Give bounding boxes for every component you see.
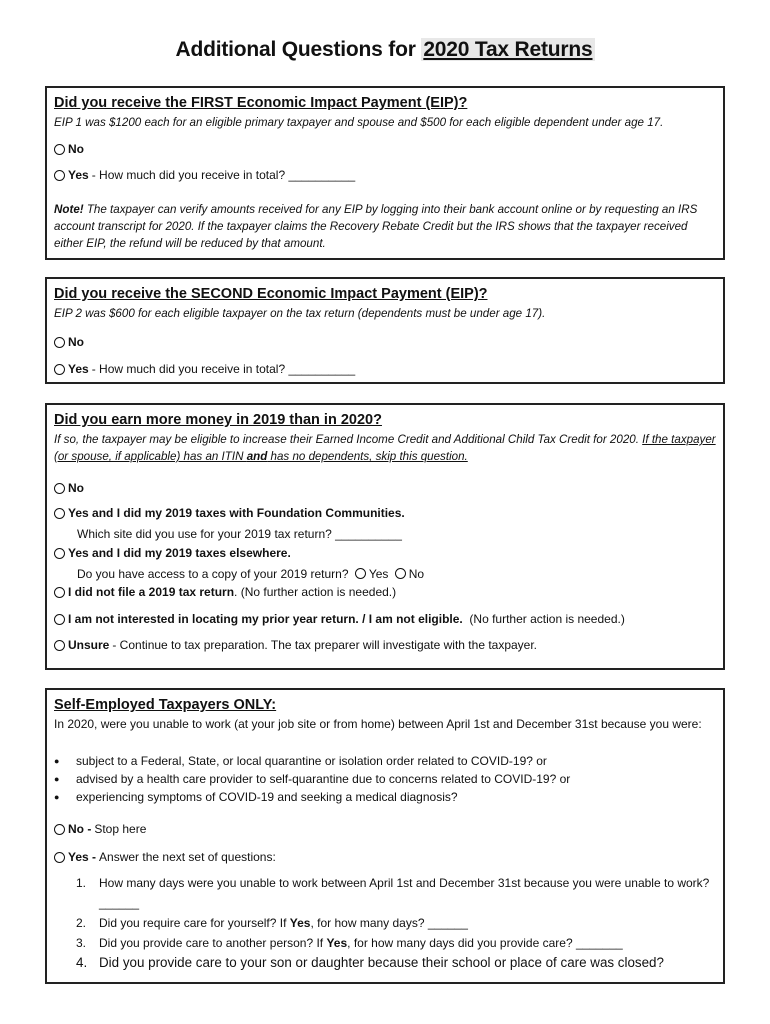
section-heading: Did you earn more money in 2019 than in 2020?: [54, 412, 382, 428]
section-intro: In 2020, were you unable to work (at your job site or from home) between April 1st and December 31st because you were:: [54, 717, 702, 731]
option-text: . (No further action is needed.): [234, 585, 397, 599]
option-no[interactable]: [54, 141, 84, 157]
option-yes[interactable]: [54, 361, 355, 377]
section-self-employed: [45, 688, 725, 984]
copy-access-line: [77, 566, 424, 582]
option-not-interested[interactable]: [54, 611, 625, 627]
list-item: [54, 953, 713, 973]
radio-icon[interactable]: [54, 824, 65, 835]
item-text: Did you provide care to your son or daughter because their school or place of care was closed?: [99, 955, 664, 970]
reason-list: [54, 752, 570, 806]
option-label: Unsure: [68, 638, 110, 652]
radio-icon[interactable]: [54, 587, 65, 598]
radio-icon[interactable]: [54, 170, 65, 181]
option-yes[interactable]: [54, 167, 355, 183]
list-item: [54, 913, 713, 933]
which-site-line: Which site did you use for your 2019 tax return? __________: [77, 527, 402, 541]
description-b1: If the taxpayer (or spouse, if applicable) has an ITIN: [54, 433, 716, 463]
option-label: Yes: [68, 362, 89, 376]
radio-icon[interactable]: [54, 364, 65, 375]
section-heading: Did you receive the FIRST Economic Impact Payment (EIP)?: [54, 95, 468, 111]
item-text-end: , for how many days did you provide care? _______: [347, 936, 623, 950]
radio-icon[interactable]: [54, 337, 65, 348]
copy-access-text: Do you have access to a copy of your 2019 return?: [77, 567, 349, 581]
list-item: ● subject to a Federal, State, or local quarantine or isolation order related to COVID-19? or: [54, 752, 570, 770]
option-yes-elsewhere[interactable]: [54, 545, 291, 561]
option-did-not-file[interactable]: [54, 584, 396, 600]
section-description: [54, 431, 716, 465]
option-text: (No further action is needed.): [462, 612, 625, 626]
followup-questions: [54, 873, 713, 973]
title-prefix: Additional Questions for: [175, 38, 422, 61]
list-item: [54, 933, 713, 953]
list-item: ● experiencing symptoms of COVID-19 and seeking a medical diagnosis?: [54, 788, 570, 806]
note-text: The taxpayer can verify amounts received for any EIP by logging into their bank account online or by requesting an IRS account transcript for 2020. If the taxpayer claims the Recovery Rebate Credit but the IRS shows that the taxpayer received either EIP, the refund will be reduced by that amount.: [54, 203, 698, 250]
radio-icon[interactable]: [54, 508, 65, 519]
option-label: Yes -: [68, 850, 97, 864]
option-label: No: [68, 142, 84, 156]
description-b-bold: and: [246, 450, 268, 463]
option-unsure[interactable]: [54, 637, 537, 653]
title-highlight: 2020 Tax Returns: [423, 38, 593, 61]
item-bold: Yes: [289, 916, 311, 930]
section-heading: Self-Employed Taxpayers ONLY:: [54, 697, 277, 713]
section-income-comparison: [45, 403, 725, 670]
option-text: - How much did you receive in total? __________: [91, 362, 356, 376]
option-yes-foundation[interactable]: [54, 505, 405, 521]
option-text: - How much did you receive in total? __________: [91, 168, 356, 182]
option-label: Yes and I did my 2019 taxes with Foundation Communities.: [68, 506, 405, 520]
option-no[interactable]: [54, 480, 84, 496]
option-label: No: [68, 481, 84, 495]
page-title: [0, 38, 770, 62]
radio-icon[interactable]: [54, 614, 65, 625]
item-number: 1.: [76, 876, 87, 890]
section-description: EIP 2 was $600 for each eligible taxpayer on the tax return (dependents must be under age 17).: [54, 307, 546, 320]
radio-icon[interactable]: [54, 144, 65, 155]
item-number: 2.: [76, 916, 87, 930]
radio-icon[interactable]: [54, 852, 65, 863]
copy-yes-label: Yes: [368, 567, 389, 581]
option-label: Yes and I did my 2019 taxes elsewhere.: [68, 546, 291, 560]
list-item: [54, 873, 713, 913]
section-heading: Did you receive the SECOND Economic Impact Payment (EIP)?: [54, 286, 488, 302]
item-text: Did you provide care to another person? If: [99, 936, 327, 950]
section-description: EIP 1 was $1200 each for an eligible primary taxpayer and spouse and $500 for each eligible dependent under age 17.: [54, 116, 664, 129]
option-text: Answer the next set of questions:: [99, 850, 276, 864]
list-item: ● advised by a health care provider to self-quarantine due to concerns related to COVID-19? or: [54, 770, 570, 788]
radio-icon[interactable]: [54, 548, 65, 559]
option-label: Yes: [68, 168, 89, 182]
description-a: If so, the taxpayer may be eligible to increase their Earned Income Credit and Additional Child Tax Credit for 2020.: [54, 433, 643, 446]
description-b2: has no dependents, skip this question.: [267, 450, 468, 463]
option-yes[interactable]: [54, 849, 276, 865]
note: [54, 201, 716, 252]
item-bold: Yes: [326, 936, 348, 950]
section-first-eip: [45, 86, 725, 260]
item-number: 3.: [76, 936, 87, 950]
option-text: - Continue to tax preparation. The tax preparer will investigate with the taxpayer.: [112, 638, 538, 652]
option-no[interactable]: [54, 334, 84, 350]
section-second-eip: [45, 277, 725, 384]
copy-no-label: No: [408, 567, 425, 581]
option-label: No -: [68, 822, 92, 836]
radio-icon[interactable]: [355, 568, 366, 579]
option-label: I am not interested in locating my prior year return. / I am not eligible.: [68, 612, 463, 626]
item-number: 4.: [76, 955, 88, 970]
item-text: Did you require care for yourself? If: [99, 916, 290, 930]
note-label: Note!: [54, 203, 84, 216]
item-text-end: , for how many days? ______: [310, 916, 468, 930]
radio-icon[interactable]: [54, 640, 65, 651]
item-text: How many days were you unable to work between April 1st and December 31st because you were unable to work? ______: [99, 876, 710, 910]
radio-icon[interactable]: [54, 483, 65, 494]
option-no[interactable]: [54, 821, 146, 837]
option-label: No: [68, 335, 84, 349]
radio-icon[interactable]: [395, 568, 406, 579]
option-text: Stop here: [94, 822, 147, 836]
option-label: I did not file a 2019 tax return: [68, 585, 235, 599]
